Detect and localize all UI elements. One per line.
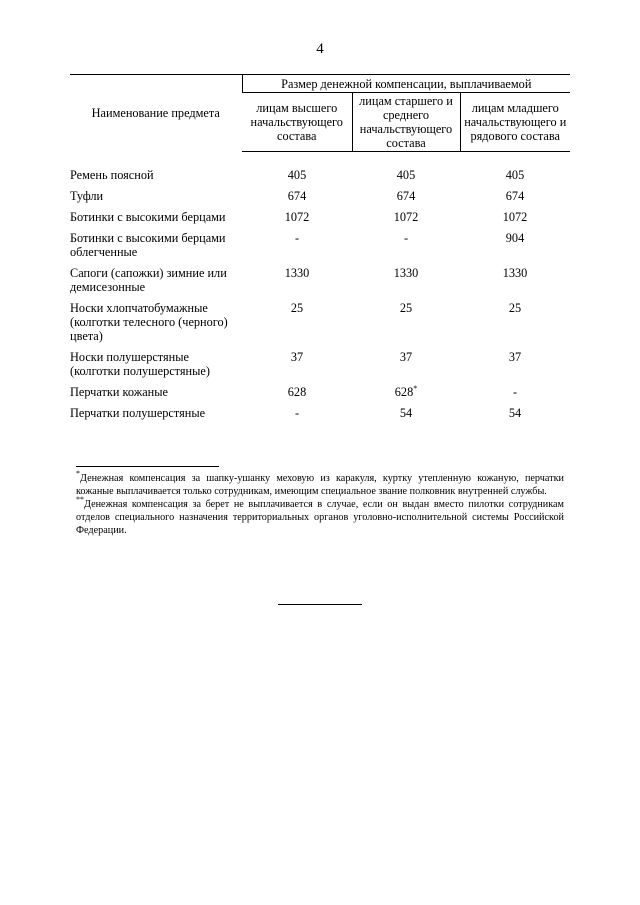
- page-number: 4: [316, 41, 324, 57]
- item-name: Ботинки с высокими берцами облегченные: [70, 231, 226, 259]
- footnote-mark: *: [413, 384, 418, 393]
- value-cell: 1072: [393, 210, 419, 224]
- item-name: Носки полушерстяные (колготки полушерстяные): [70, 350, 210, 378]
- value-cell: 674: [505, 189, 525, 203]
- value-cell: 37: [399, 350, 413, 364]
- item-name: Ботинки с высокими берцами: [70, 210, 226, 224]
- table-row: [70, 385, 570, 406]
- value-cell: 1330: [284, 266, 310, 280]
- value-cell: 628: [287, 385, 307, 399]
- value-cell: 25: [399, 301, 413, 315]
- item-name: Носки хлопчатобумажные (колготки телесного (черного) цвета): [70, 301, 228, 343]
- footnote: [76, 495, 564, 537]
- value-cell: 1330: [393, 266, 419, 280]
- value-cell: 1072: [284, 210, 310, 224]
- item-name: Туфли: [70, 189, 104, 203]
- compensation-table: [70, 74, 570, 427]
- item-name: Перчатки полушерстяные: [70, 406, 206, 420]
- value-cell: 674: [396, 189, 416, 203]
- header-compensation-group: Размер денежной компенсации, выплачиваемой: [242, 75, 570, 93]
- value-cell: -: [512, 385, 518, 399]
- footnote-text: Денежная компенсация за берет не выплачивается в случае, если он выдан вместо пилотки сотрудникам отделов специального назначения территориальных органов уголовно-исполнительной системы Российской Федерации.: [76, 499, 564, 536]
- value-cell: 54: [508, 406, 522, 420]
- item-name: Ремень поясной: [70, 168, 154, 182]
- value-cell: -: [403, 231, 409, 245]
- value-cell: 405: [505, 168, 525, 182]
- table-row: [70, 301, 570, 350]
- footnote-mark: **: [76, 495, 84, 504]
- table-row: [70, 168, 570, 189]
- value-cell: 25: [290, 301, 304, 315]
- value-cell: 405: [287, 168, 307, 182]
- value-cell: -: [294, 231, 300, 245]
- value-cell: -: [294, 406, 300, 420]
- table-row: [70, 266, 570, 301]
- item-name: Сапоги (сапожки) зимние или демисезонные: [70, 266, 227, 294]
- footnote-separator: [76, 466, 219, 467]
- value-cell: 37: [290, 350, 304, 364]
- value-text: 628: [394, 385, 414, 399]
- header-senior-command: лицам высшего начальствующего состава: [242, 93, 352, 152]
- value-cell: 1072: [502, 210, 528, 224]
- value-cell: 37: [508, 350, 522, 364]
- value-cell: 1330: [502, 266, 528, 280]
- value-cell: 54: [399, 406, 413, 420]
- item-name: Перчатки кожаные: [70, 385, 168, 399]
- header-item-name: Наименование предмета: [70, 75, 242, 152]
- header-junior-rank: лицам младшего начальствующего и рядового состава: [460, 93, 570, 152]
- table-row: [70, 210, 570, 231]
- value-cell: [352, 385, 460, 406]
- table-row: [70, 189, 570, 210]
- table-row: [70, 231, 570, 266]
- value-cell: 405: [396, 168, 416, 182]
- table-row: [70, 350, 570, 385]
- value-cell: 25: [508, 301, 522, 315]
- value-cell: 674: [287, 189, 307, 203]
- footnote-mark: *: [76, 469, 80, 478]
- footnotes: [76, 469, 564, 537]
- footnote-text: Денежная компенсация за шапку-ушанку меховую из каракуля, куртку утепленную кожаную, перчатки кожаные выплачивается только сотрудникам, имеющим специальное звание полковник внутренней службы.: [76, 473, 564, 497]
- end-separator: [278, 604, 362, 605]
- header-middle-command: лицам старшего и среднего начальствующего состава: [352, 93, 460, 152]
- table-row: [70, 406, 570, 427]
- value-cell: 904: [505, 231, 525, 245]
- footnote: [76, 469, 564, 498]
